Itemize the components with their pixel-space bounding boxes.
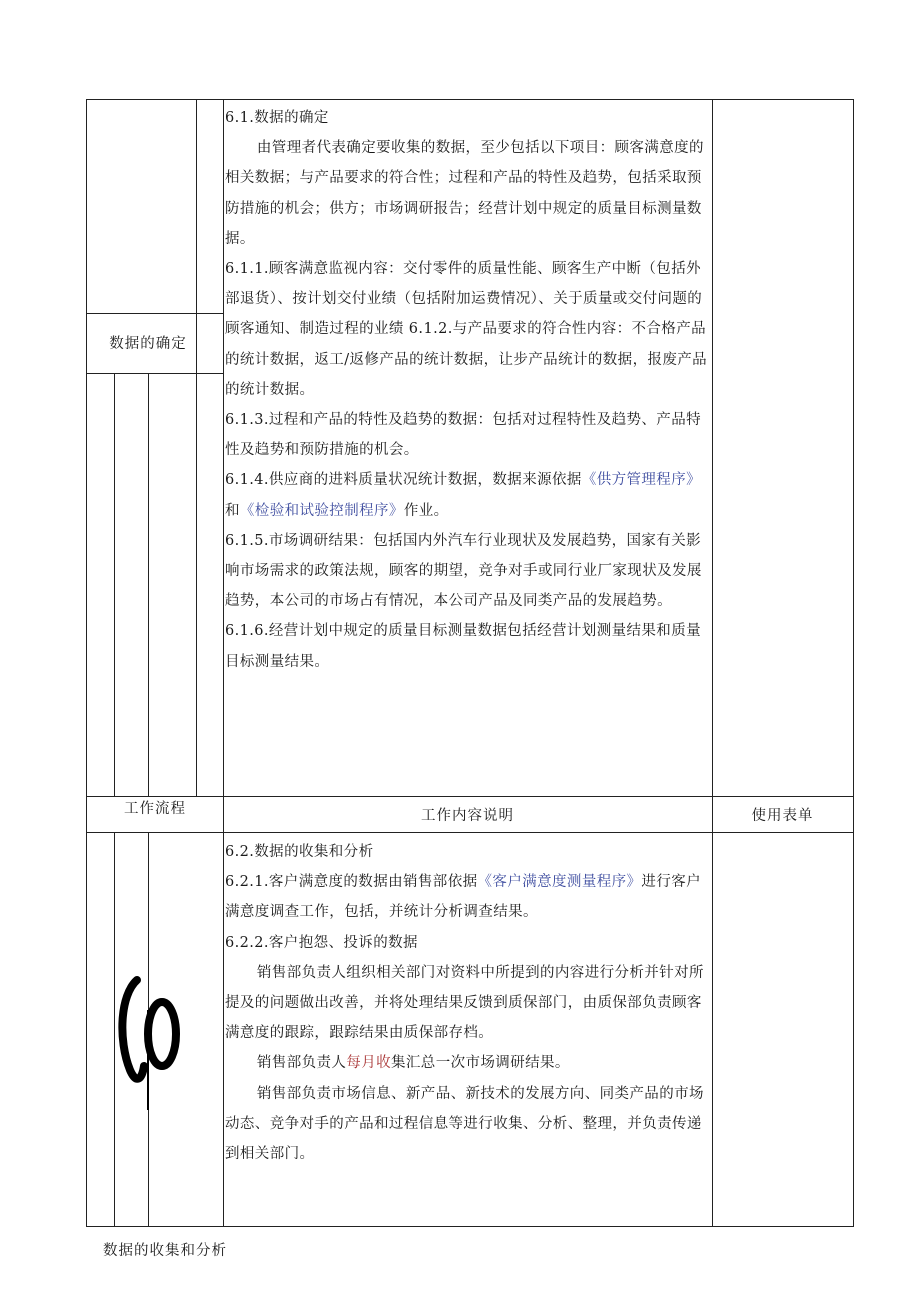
table-top-border [86, 99, 854, 100]
label-cell-top [86, 313, 224, 314]
flow-line-a [114, 373, 115, 796]
paragraph-text: 6.2.2.客户抱怨、投诉的数据 [225, 934, 418, 951]
header-forms: 使用表单 [751, 808, 814, 824]
section2-paragraph [225, 1079, 712, 1170]
procedure-link[interactable]: 《客户满意度测量程序》 [477, 874, 642, 891]
paragraph-text: 6.2.数据的收集和分析 [225, 844, 374, 860]
paragraph-text: 销售部负责市场信息、新产品、新技术的发展方向、同类产品的市场动态、竞争对手的产品和过程信息等进行收集、分析、整理，并负责传递到相关部门。 [225, 1085, 704, 1163]
paragraph-text: 销售部负责人组织相关部门对资料中所提到的内容进行分析并针对所提及的问题做出改善，并将处理结果反馈到质保部门，由质保部负责顾客满意度的跟踪，跟踪结果由质保部存档。 [225, 964, 704, 1042]
paragraph-text: 6.1.6.经营计划中规定的质量目标测量数据包括经营计划测量结果和质量目标测量结果。 [225, 623, 702, 670]
forms-column-left-border [712, 99, 713, 1227]
header-flow: 工作流程 [124, 801, 186, 817]
section2-paragraph [225, 837, 712, 867]
table-right-border [853, 99, 854, 1227]
paragraph-text: 由管理者代表确定要收集的数据，至少包括以下项目：顾客满意度的相关数据；与产品要求的符合性；过程和产品的特性及趋势，包括采取预防措施的机会；供方；市场调研报告；经营计划中规定的质量目标测量数据。 [225, 140, 704, 247]
table-bottom-border [86, 1226, 854, 1227]
flowchart-symbol-graphic [112, 970, 192, 1120]
section1-paragraph [225, 103, 712, 133]
flow-inner-line [196, 99, 197, 796]
procedure-link[interactable]: 《供方管理程序》 [581, 472, 702, 489]
paragraph-text: 6.1.3.过程和产品的特性及趋势的数据：包括对过程特性及趋势、产品特性及趋势和预防措施的机会。 [225, 412, 702, 459]
paragraph-text: 6.1.数据的确定 [225, 110, 329, 126]
paragraph-text: 6.1.4.供应商的进料质量状况统计数据，数据来源依据 [225, 472, 582, 489]
section1-paragraph [225, 465, 712, 525]
label-cell-bottom [86, 373, 224, 374]
section2-paragraph [225, 928, 712, 958]
section2-content [225, 837, 712, 1169]
section1-paragraph [225, 254, 712, 405]
header-desc: 工作内容说明 [421, 808, 514, 824]
paragraph-text: 6.1.5.市场调研结果：包括国内外汽车行业现状及发展趋势，国家有关影响市场需求的政策法规，顾客的期望，竞争对手或同行业厂家现状及发展趋势，本公司的市场占有情况，本公司产品及同类产品的发展趋势。 [225, 532, 702, 610]
paragraph-text: 进行客户满意度调查工作，包括，并统计分析调查结果。 [225, 874, 702, 921]
paragraph-text: 作业。 [403, 502, 449, 519]
flow-line-b [148, 373, 149, 796]
section1-paragraph [225, 405, 712, 465]
paragraph-text: 6.2.1.客户满意度的数据由销售部依据 [225, 874, 478, 891]
section1-paragraph [225, 616, 712, 676]
table-left-border [86, 99, 87, 1227]
paragraph-text: 销售部负责人 [256, 1055, 347, 1072]
section1-paragraph [225, 133, 712, 254]
section2-paragraph [225, 958, 712, 1049]
section1-label: 数据的确定 [109, 336, 187, 352]
header-row-bottom [86, 832, 854, 833]
footer-caption: 数据的收集和分析 [103, 1243, 227, 1259]
paragraph-text: 和 [225, 502, 240, 519]
paragraph-text: 6.1.1.顾客满意监视内容：交付零件的质量性能、顾客生产中断（包括外部退货）、按计划交付业绩（包括附加运费情况）、关于质量或交付问题的顾客通知、制造过程的业绩 6.1.2.与产品要求的符合性内容：不合格产品的统计数据，返工/返修产品的统计数据，让步产品统计的数据，报废产品的统计数据。 [225, 261, 708, 398]
section1-content [225, 103, 712, 677]
section1-paragraph [225, 526, 712, 617]
paragraph-text: 集汇总一次市场调研结果。 [391, 1055, 570, 1072]
section2-paragraph [225, 1048, 712, 1078]
desc-column-left-border [223, 99, 224, 1227]
section2-paragraph [225, 867, 712, 927]
highlighted-text: 每月收 [346, 1055, 391, 1072]
procedure-link[interactable]: 《检验和试验控制程序》 [239, 502, 404, 519]
